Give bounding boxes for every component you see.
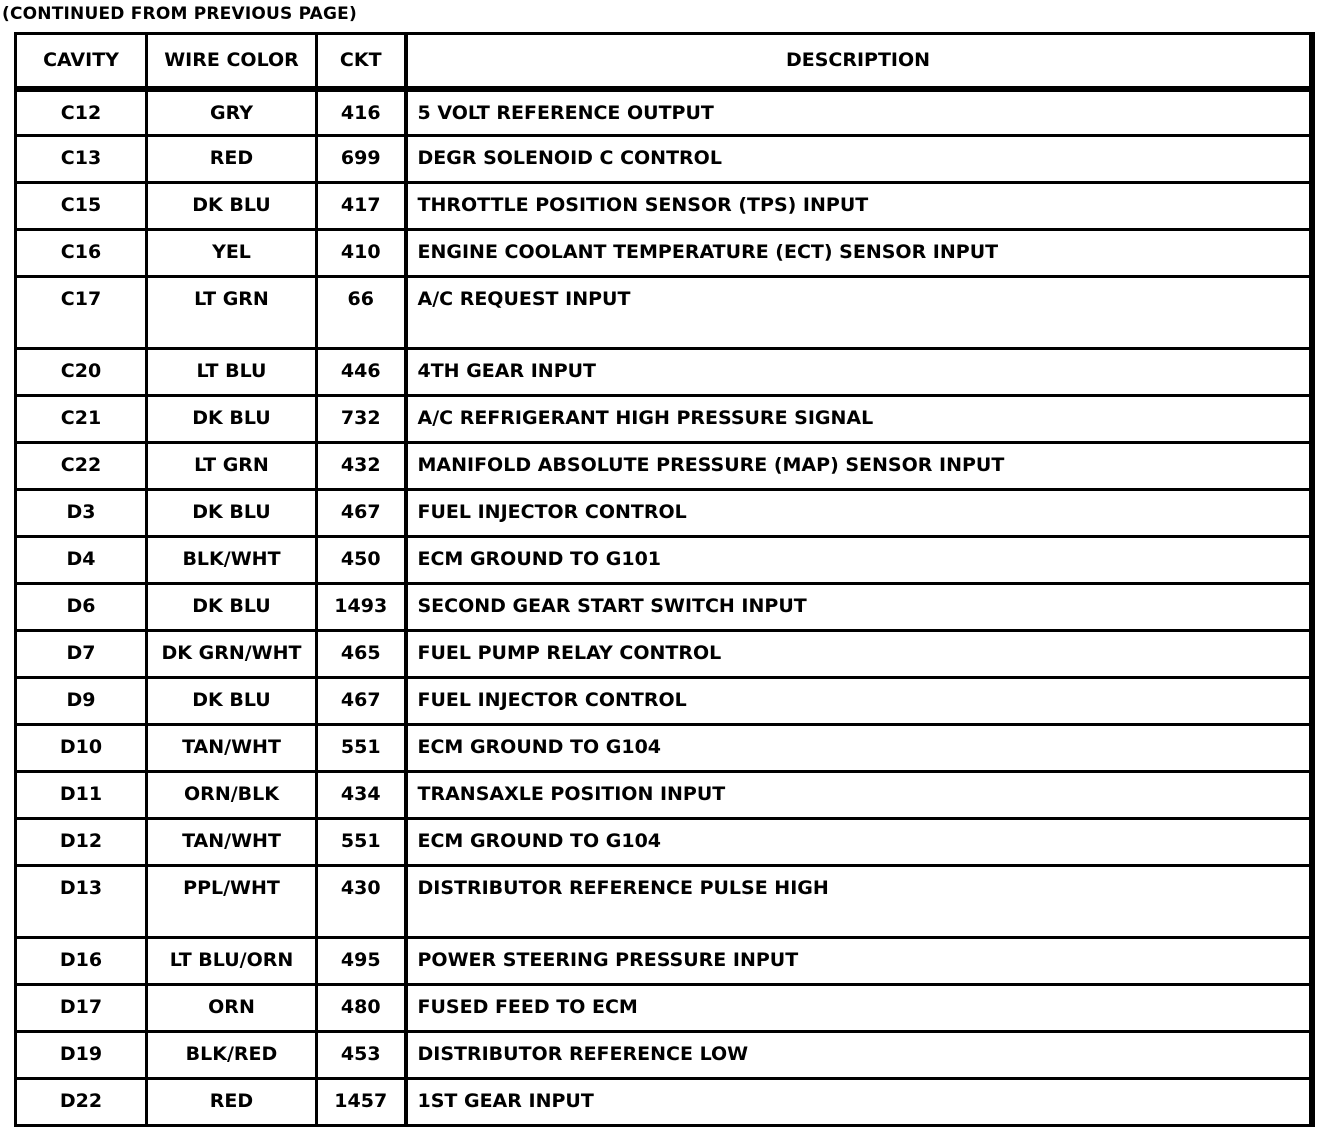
table-row	[16, 678, 1312, 725]
cell-ckt: 66	[317, 277, 406, 349]
cell-description: FUEL INJECTOR CONTROL	[406, 678, 1312, 725]
cell-wire-color: LT GRN	[147, 277, 317, 349]
cell-cavity: D10	[16, 725, 147, 772]
cell-ckt: 430	[317, 866, 406, 938]
table-row	[16, 985, 1312, 1032]
header-description: DESCRIPTION	[406, 34, 1312, 89]
table-header-row	[16, 34, 1312, 89]
cell-cavity: D3	[16, 490, 147, 537]
table-row	[16, 230, 1312, 277]
cell-description: 4TH GEAR INPUT	[406, 349, 1312, 396]
cell-ckt: 432	[317, 443, 406, 490]
header-cavity: CAVITY	[16, 34, 147, 89]
cell-wire-color: DK BLU	[147, 678, 317, 725]
cell-description: ECM GROUND TO G104	[406, 819, 1312, 866]
cell-ckt: 1493	[317, 584, 406, 631]
cell-description: FUEL INJECTOR CONTROL	[406, 490, 1312, 537]
cell-wire-color: BLK/RED	[147, 1032, 317, 1079]
cell-wire-color: TAN/WHT	[147, 819, 317, 866]
cell-cavity: D19	[16, 1032, 147, 1079]
cell-description: ECM GROUND TO G104	[406, 725, 1312, 772]
table-row	[16, 866, 1312, 938]
cell-description: DISTRIBUTOR REFERENCE PULSE HIGH	[406, 866, 1312, 938]
cell-cavity: D13	[16, 866, 147, 938]
cell-description: A/C REQUEST INPUT	[406, 277, 1312, 349]
cell-wire-color: DK BLU	[147, 490, 317, 537]
table-row	[16, 819, 1312, 866]
cell-description: THROTTLE POSITION SENSOR (TPS) INPUT	[406, 183, 1312, 230]
cell-ckt: 434	[317, 772, 406, 819]
cell-ckt: 450	[317, 537, 406, 584]
cell-wire-color: BLK/WHT	[147, 537, 317, 584]
cell-ckt: 465	[317, 631, 406, 678]
cell-ckt: 416	[317, 89, 406, 136]
table-row	[16, 1032, 1312, 1079]
cell-cavity: D22	[16, 1079, 147, 1126]
cell-wire-color: RED	[147, 1079, 317, 1126]
table-row	[16, 183, 1312, 230]
cell-wire-color: PPL/WHT	[147, 866, 317, 938]
cell-ckt: 446	[317, 349, 406, 396]
cell-ckt: 410	[317, 230, 406, 277]
cell-wire-color: ORN/BLK	[147, 772, 317, 819]
header-wire-color: WIRE COLOR	[147, 34, 317, 89]
table-row	[16, 938, 1312, 985]
header-ckt: CKT	[317, 34, 406, 89]
cell-wire-color: DK GRN/WHT	[147, 631, 317, 678]
cell-cavity: C20	[16, 349, 147, 396]
table-row	[16, 772, 1312, 819]
cell-wire-color: YEL	[147, 230, 317, 277]
table-row	[16, 443, 1312, 490]
cell-cavity: C13	[16, 136, 147, 183]
table-row	[16, 396, 1312, 443]
cell-description: 1ST GEAR INPUT	[406, 1079, 1312, 1126]
cell-ckt: 417	[317, 183, 406, 230]
cell-ckt: 453	[317, 1032, 406, 1079]
table-row	[16, 349, 1312, 396]
cell-ckt: 551	[317, 819, 406, 866]
cell-ckt: 699	[317, 136, 406, 183]
cell-cavity: D4	[16, 537, 147, 584]
cell-ckt: 467	[317, 678, 406, 725]
table-row	[16, 136, 1312, 183]
table-row	[16, 277, 1312, 349]
cell-cavity: D17	[16, 985, 147, 1032]
cell-description: 5 VOLT REFERENCE OUTPUT	[406, 89, 1312, 136]
cell-cavity: C12	[16, 89, 147, 136]
cell-wire-color: ORN	[147, 985, 317, 1032]
cell-description: FUSED FEED TO ECM	[406, 985, 1312, 1032]
cell-description: MANIFOLD ABSOLUTE PRESSURE (MAP) SENSOR INPUT	[406, 443, 1312, 490]
cell-ckt: 551	[317, 725, 406, 772]
continued-caption: (CONTINUED FROM PREVIOUS PAGE)	[2, 4, 357, 24]
cell-description: TRANSAXLE POSITION INPUT	[406, 772, 1312, 819]
cell-ckt: 1457	[317, 1079, 406, 1126]
cell-cavity: D9	[16, 678, 147, 725]
cell-ckt: 495	[317, 938, 406, 985]
table-row	[16, 490, 1312, 537]
cell-cavity: C15	[16, 183, 147, 230]
cell-wire-color: DK BLU	[147, 584, 317, 631]
cell-description: A/C REFRIGERANT HIGH PRESSURE SIGNAL	[406, 396, 1312, 443]
cell-wire-color: LT BLU/ORN	[147, 938, 317, 985]
cell-ckt: 732	[317, 396, 406, 443]
cell-description: FUEL PUMP RELAY CONTROL	[406, 631, 1312, 678]
cell-description: DEGR SOLENOID C CONTROL	[406, 136, 1312, 183]
cell-cavity: D16	[16, 938, 147, 985]
table-row	[16, 631, 1312, 678]
cell-cavity: D12	[16, 819, 147, 866]
cell-wire-color: DK BLU	[147, 396, 317, 443]
table-row	[16, 537, 1312, 584]
cell-description: DISTRIBUTOR REFERENCE LOW	[406, 1032, 1312, 1079]
table-row	[16, 725, 1312, 772]
table-row	[16, 89, 1312, 136]
cell-description: SECOND GEAR START SWITCH INPUT	[406, 584, 1312, 631]
connector-pinout-table	[14, 32, 1315, 1127]
cell-description: ECM GROUND TO G101	[406, 537, 1312, 584]
cell-cavity: C17	[16, 277, 147, 349]
cell-wire-color: LT BLU	[147, 349, 317, 396]
cell-cavity: C22	[16, 443, 147, 490]
cell-ckt: 467	[317, 490, 406, 537]
cell-description: POWER STEERING PRESSURE INPUT	[406, 938, 1312, 985]
cell-cavity: D6	[16, 584, 147, 631]
cell-ckt: 480	[317, 985, 406, 1032]
cell-wire-color: GRY	[147, 89, 317, 136]
cell-wire-color: TAN/WHT	[147, 725, 317, 772]
cell-wire-color: DK BLU	[147, 183, 317, 230]
cell-wire-color: LT GRN	[147, 443, 317, 490]
table-row	[16, 584, 1312, 631]
cell-cavity: C16	[16, 230, 147, 277]
table-row	[16, 1079, 1312, 1126]
cell-cavity: D11	[16, 772, 147, 819]
cell-cavity: D7	[16, 631, 147, 678]
cell-cavity: C21	[16, 396, 147, 443]
cell-description: ENGINE COOLANT TEMPERATURE (ECT) SENSOR INPUT	[406, 230, 1312, 277]
cell-wire-color: RED	[147, 136, 317, 183]
